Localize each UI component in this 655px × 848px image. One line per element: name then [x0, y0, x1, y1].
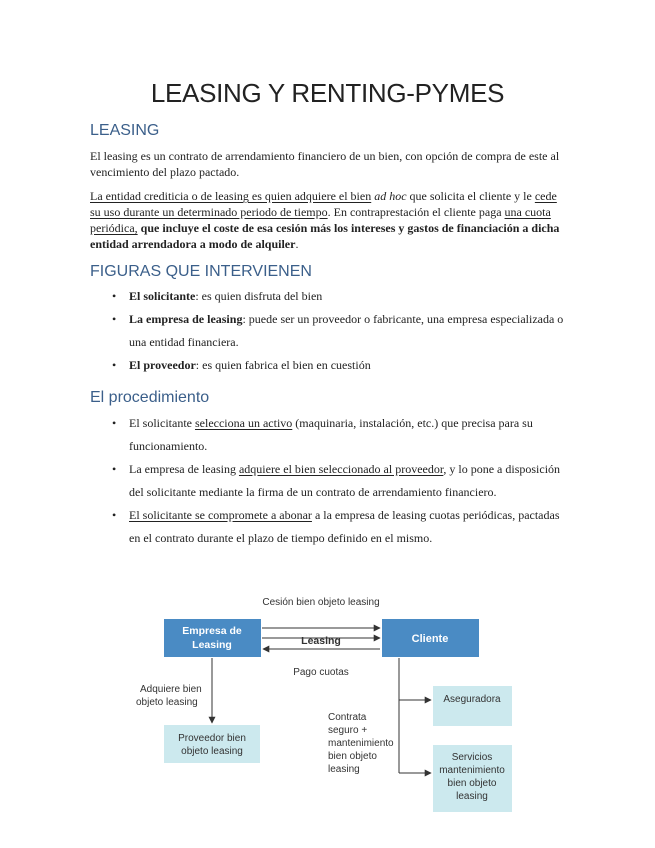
leasing-definition: El leasing es un contrato de arrendamiento financiero de un bien, con opción de compra de este al vencimiento del plazo pactado.: [90, 149, 560, 179]
servicios-label-4: leasing: [456, 791, 488, 802]
list-item-text: a la empresa de leasing cuotas periódicas, pactadas en el contrato durante el plazo de tiempo definido en el mismo.: [129, 508, 560, 545]
cliente-label: Cliente: [411, 633, 449, 645]
aseguradora-label: Aseguradora: [443, 694, 501, 705]
list-item-text: : puede ser un proveedor o fabricante, una empresa especializada o una entidad financiera.: [129, 312, 564, 349]
contrata-label-2: seguro +: [328, 725, 368, 736]
proveedor-label-1: Proveedor bien: [178, 733, 246, 744]
servicios-label-2: mantenimiento: [439, 765, 505, 776]
underlined-text: adquiere el bien seleccionado al proveedor: [238, 462, 444, 476]
cesion-label: Cesión bien objeto leasing: [262, 597, 380, 608]
servicios-label-3: bien objeto: [447, 778, 497, 789]
list-item-text: (maquinaria, instalación, etc.) que precisa para su funcionamiento.: [129, 416, 533, 453]
underlined-text: una cuota periódica,: [90, 205, 551, 235]
figuras-heading: FIGURAS QUE INTERVIENEN: [90, 263, 312, 280]
list-item-text: La empresa de leasing: [129, 462, 239, 476]
adquiere-label-1: Adquiere bien: [140, 684, 202, 695]
underlined-text: selecciona un activo: [194, 416, 293, 430]
proveedor-label-2: objeto leasing: [181, 746, 243, 757]
empresa-label-1: Empresa de: [182, 625, 242, 637]
empresa-label-2: Leasing: [192, 639, 232, 651]
bold-text: que incluye el coste de esa cesión más los intereses y gastos de financiación a dicha entidad arrendadora a modo de alquiler: [90, 221, 560, 251]
list-item-text: : es quien disfruta del bien: [195, 289, 323, 303]
underlined-text: El solicitante se compromete a abonar: [129, 508, 312, 522]
underlined-text: cede su uso durante un determinado periodo de tiempo: [90, 189, 557, 219]
list-item-term: El solicitante: [129, 289, 196, 303]
italic-text: ad hoc: [374, 189, 407, 203]
aseguradora-box: [433, 686, 512, 726]
procedimiento-heading: El procedimiento: [90, 389, 210, 406]
contrata-label-3: mantenimiento: [328, 738, 394, 749]
plain-text: que solicita el cliente y le: [409, 189, 532, 203]
proveedor-box: [164, 725, 260, 763]
pago-label: Pago cuotas: [293, 667, 349, 678]
adquiere-label-2: objeto leasing: [136, 697, 198, 708]
leasing-arrow-label: Leasing: [301, 635, 341, 647]
list-item-text: El solicitante: [129, 416, 195, 430]
list-item-text: , y lo pone a disposición del solicitante mediante la firma de un contrato de arrendamiento financiero.: [129, 462, 561, 499]
contrata-label-1: Contrata: [328, 712, 367, 723]
servicios-label-1: Servicios: [451, 752, 493, 763]
leasing-heading: LEASING: [90, 122, 160, 139]
page-title: LEASING Y RENTING-PYMES: [150, 78, 505, 108]
plain-text: . En contraprestación el cliente paga: [327, 205, 502, 219]
list-item-text: : es quien fabrica el bien en cuestión: [195, 358, 371, 372]
plain-text: .: [295, 237, 299, 251]
contrata-label-4: bien objeto: [328, 751, 377, 762]
underlined-text: La entidad crediticia o de leasing es quien adquiere el bien: [90, 189, 372, 203]
list-item-term: El proveedor: [129, 358, 196, 372]
contrata-label-5: leasing: [328, 764, 360, 775]
list-item-term: La empresa de leasing: [129, 312, 243, 326]
